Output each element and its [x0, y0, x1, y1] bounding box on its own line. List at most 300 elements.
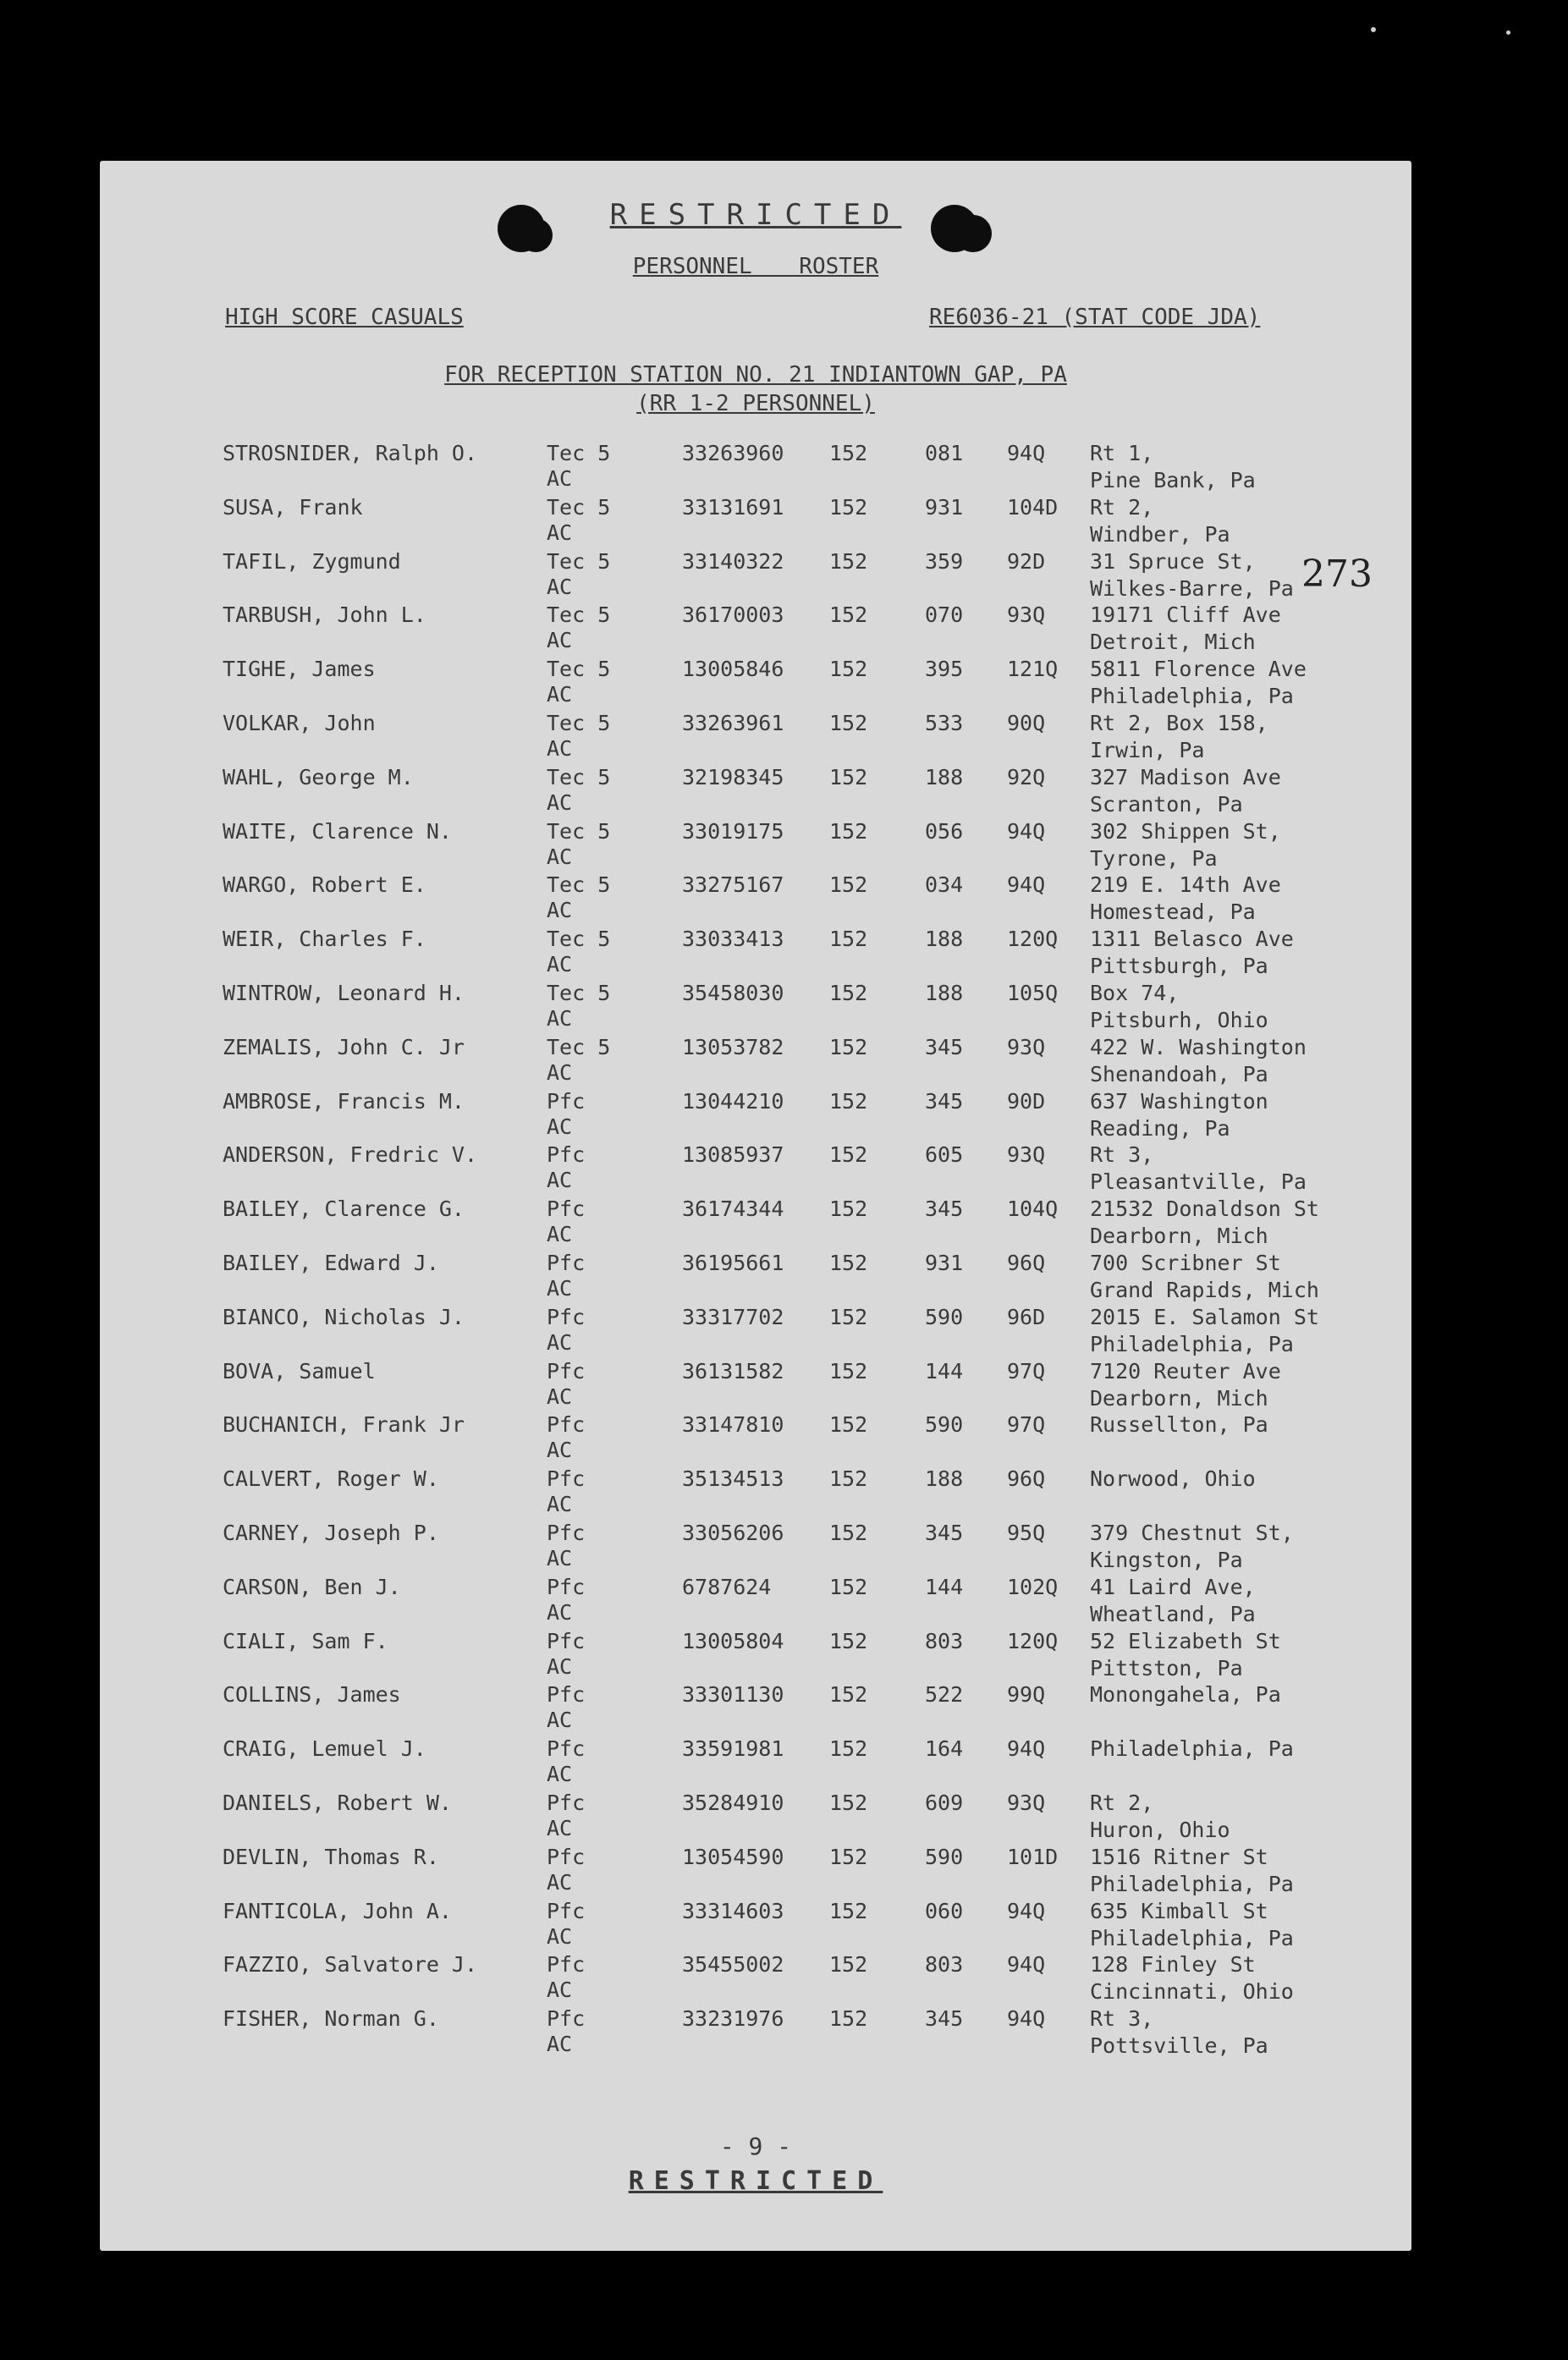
code-2: 590 [925, 1412, 964, 1438]
address-line-2: Pitsburh, Ohio [1090, 1007, 1268, 1032]
branch: AC [547, 1869, 573, 1895]
code-2: 345 [925, 2006, 964, 2032]
address-line-2: Wilkes-Barre, Pa [1090, 575, 1294, 601]
serial-number: 33147810 [682, 1412, 784, 1438]
code-3: 92Q [1007, 764, 1046, 789]
code-1: 152 [829, 1736, 868, 1762]
grade: Pfc [547, 1412, 586, 1438]
roster-row [100, 602, 1411, 656]
address-line-2: Dearborn, Mich [1090, 1385, 1268, 1411]
code-1: 152 [829, 1790, 868, 1815]
restricted-header: RESTRICTED [609, 198, 902, 232]
address-line-1: 302 Shippen St, [1090, 818, 1281, 844]
address-line-2: Philadelphia, Pa [1090, 1925, 1294, 1950]
serial-number: 36170003 [682, 602, 784, 628]
code-3: 90D [1007, 1088, 1046, 1114]
code-1: 152 [829, 1844, 868, 1869]
code-3: 104D [1007, 494, 1059, 520]
code-1: 152 [829, 818, 868, 844]
roster-row [100, 872, 1411, 926]
branch: AC [547, 1222, 573, 1247]
soldier-name: BOVA, Samuel [223, 1358, 376, 1384]
code-2: 931 [925, 494, 964, 520]
grade: Pfc [547, 1844, 586, 1869]
grade: Pfc [547, 1736, 586, 1762]
address-line-1: Monongahela, Pa [1090, 1682, 1281, 1708]
roster-row [100, 2005, 1411, 2060]
grade: Pfc [547, 1628, 586, 1653]
grade: Pfc [547, 1142, 586, 1168]
code-1: 152 [829, 1250, 868, 1275]
address-line-1: 2015 E. Salamon St [1090, 1304, 1319, 1329]
serial-number: 33140322 [682, 548, 784, 574]
soldier-name: COLLINS, James [223, 1682, 401, 1708]
address-line-1: 52 Elizabeth St [1090, 1628, 1281, 1653]
soldier-name: TAFIL, Zygmund [223, 548, 401, 574]
rr-line: (RR 1-2 PERSONNEL) [636, 391, 875, 416]
address-line-2: Grand Rapids, Mich [1090, 1277, 1319, 1302]
code-2: 144 [925, 1358, 964, 1384]
code-3: 104Q [1007, 1197, 1059, 1222]
code-3: 120Q [1007, 927, 1059, 952]
serial-number: 33231976 [682, 2006, 784, 2032]
address-line-1: Rt 3, [1090, 2006, 1154, 2032]
branch: AC [547, 1978, 573, 2003]
soldier-name: VOLKAR, John [223, 710, 376, 735]
grade: Pfc [547, 2006, 586, 2032]
code-1: 152 [829, 1682, 868, 1708]
roster-row [100, 1141, 1411, 1196]
address-line-2: Wheatland, Pa [1090, 1601, 1256, 1626]
roster-row [100, 1628, 1411, 1682]
branch: AC [547, 952, 573, 977]
code-1: 152 [829, 657, 868, 682]
scan-speck [1371, 27, 1376, 32]
code-1: 152 [829, 2006, 868, 2032]
code-3: 102Q [1007, 1574, 1059, 1599]
code-3: 93Q [1007, 1142, 1046, 1168]
roster-row [100, 1196, 1411, 1250]
branch: AC [547, 1168, 573, 1193]
code-3: 94Q [1007, 441, 1046, 465]
code-3: 93Q [1007, 602, 1046, 628]
serial-number: 13085937 [682, 1142, 784, 1168]
code-3: 93Q [1007, 1790, 1046, 1815]
roster-row [100, 1736, 1411, 1790]
code-1: 152 [829, 1466, 868, 1492]
address-line-1: 422 W. Washington [1090, 1034, 1307, 1059]
roster-row [100, 710, 1411, 764]
code-1: 152 [829, 494, 868, 520]
serial-number: 13044210 [682, 1088, 784, 1114]
code-3: 99Q [1007, 1682, 1046, 1708]
code-1: 152 [829, 1898, 868, 1923]
code-2: 605 [925, 1142, 964, 1168]
serial-number: 35134513 [682, 1466, 784, 1492]
code-1: 152 [829, 602, 868, 628]
code-2: 345 [925, 1088, 964, 1114]
code-2: 070 [925, 602, 964, 628]
branch: AC [547, 1438, 573, 1463]
soldier-name: WINTROW, Leonard H. [223, 980, 465, 1005]
soldier-name: ZEMALIS, John C. Jr [223, 1034, 465, 1059]
code-3: 96Q [1007, 1466, 1046, 1492]
branch: AC [547, 844, 573, 869]
code-1: 152 [829, 1358, 868, 1384]
branch: AC [547, 574, 573, 599]
branch: AC [547, 2032, 573, 2057]
soldier-name: STROSNIDER, Ralph O. [223, 441, 478, 465]
address-line-2: Pittsburgh, Pa [1090, 954, 1268, 979]
roster-row [100, 1790, 1411, 1844]
branch: AC [547, 1384, 573, 1409]
grade: Pfc [547, 1250, 586, 1275]
address-line-2: Reading, Pa [1090, 1115, 1230, 1141]
roster-row [100, 1358, 1411, 1412]
address-line-1: Philadelphia, Pa [1090, 1736, 1294, 1762]
code-2: 345 [925, 1520, 964, 1545]
serial-number: 13054590 [682, 1844, 784, 1869]
grade: Tec 5 [547, 980, 611, 1005]
roster-row [100, 440, 1411, 494]
soldier-name: WEIR, Charles F. [223, 927, 426, 952]
code-2: 034 [925, 872, 964, 898]
code-2: 188 [925, 927, 964, 952]
address-line-1: 19171 Cliff Ave [1090, 602, 1281, 628]
serial-number: 33301130 [682, 1682, 784, 1708]
roster-row [100, 1681, 1411, 1736]
serial-number: 13005846 [682, 657, 784, 682]
soldier-name: WARGO, Robert E. [223, 872, 426, 898]
grade: Tec 5 [547, 927, 611, 952]
code-1: 152 [829, 872, 868, 898]
address-line-2: Philadelphia, Pa [1090, 1871, 1294, 1896]
grade: Pfc [547, 1304, 586, 1329]
address-line-2: Cincinnati, Ohio [1090, 1979, 1294, 2005]
soldier-name: FAZZIO, Salvatore J. [223, 1952, 478, 1978]
branch: AC [547, 1329, 573, 1355]
address-line-1: Rt 2, [1090, 494, 1154, 520]
soldier-name: SUSA, Frank [223, 494, 363, 520]
branch: AC [547, 628, 573, 653]
station-line: FOR RECEPTION STATION NO. 21 INDIANTOWN GAP, PA [444, 362, 1067, 388]
grade: Tec 5 [547, 602, 611, 628]
soldier-name: BUCHANICH, Frank Jr [223, 1412, 465, 1438]
address-line-1: 219 E. 14th Ave [1090, 872, 1281, 898]
serial-number: 33591981 [682, 1736, 784, 1762]
code-1: 152 [829, 1412, 868, 1438]
code-1: 152 [829, 1088, 868, 1114]
serial-number: 33056206 [682, 1520, 784, 1545]
branch: AC [547, 1492, 573, 1517]
roster-row [100, 1304, 1411, 1358]
branch: AC [547, 1815, 573, 1840]
code-2: 188 [925, 764, 964, 789]
grade: Tec 5 [547, 548, 611, 574]
roster-row [100, 1466, 1411, 1520]
address-line-1: 41 Laird Ave, [1090, 1574, 1256, 1599]
branch: AC [547, 1923, 573, 1949]
code-3: 96D [1007, 1304, 1046, 1329]
code-1: 152 [829, 1628, 868, 1653]
code-1: 152 [829, 441, 868, 465]
address-line-1: 21532 Donaldson St [1090, 1197, 1319, 1222]
code-3: 95Q [1007, 1520, 1046, 1545]
serial-number: 33263961 [682, 710, 784, 735]
grade: Tec 5 [547, 872, 611, 898]
code-2: 188 [925, 1466, 964, 1492]
roster-row [100, 494, 1411, 548]
code-3: 97Q [1007, 1412, 1046, 1438]
serial-number: 33019175 [682, 818, 784, 844]
branch: AC [547, 1708, 573, 1733]
roster-row [100, 1411, 1411, 1466]
soldier-name: WAITE, Clarence N. [223, 818, 452, 844]
grade: Pfc [547, 1358, 586, 1384]
address-line-1: 700 Scribner St [1090, 1250, 1281, 1275]
address-line-2: Kingston, Pa [1090, 1547, 1243, 1572]
roster-row [100, 1574, 1411, 1628]
address-line-1: 7120 Reuter Ave [1090, 1358, 1281, 1384]
soldier-name: CIALI, Sam F. [223, 1628, 388, 1653]
code-3: 97Q [1007, 1358, 1046, 1384]
code-3: 92D [1007, 548, 1046, 574]
branch: AC [547, 520, 573, 545]
address-line-1: Rt 1, [1090, 441, 1154, 465]
soldier-name: DEVLIN, Thomas R. [223, 1844, 439, 1869]
roster-row [100, 1088, 1411, 1142]
serial-number: 33317702 [682, 1304, 784, 1329]
address-line-2: Pittston, Pa [1090, 1655, 1243, 1681]
soldier-name: BIANCO, Nicholas J. [223, 1304, 465, 1329]
address-line-1: Box 74, [1090, 980, 1180, 1005]
branch: AC [547, 1545, 573, 1571]
branch: AC [547, 682, 573, 707]
code-2: 081 [925, 441, 964, 465]
address-line-1: Norwood, Ohio [1090, 1466, 1256, 1492]
address-line-1: Rt 3, [1090, 1142, 1154, 1168]
grade: Tec 5 [547, 494, 611, 520]
address-line-2: Shenandoah, Pa [1090, 1061, 1268, 1086]
address-line-1: 128 Finley St [1090, 1952, 1256, 1978]
roster-row [100, 1250, 1411, 1304]
roster-code: RE6036-21 (STAT CODE JDA) [929, 305, 1261, 330]
code-1: 152 [829, 548, 868, 574]
serial-number: 35455002 [682, 1952, 784, 1978]
address-line-2: Tyrone, Pa [1090, 845, 1218, 871]
branch: AC [547, 1653, 573, 1679]
code-3: 94Q [1007, 1736, 1046, 1762]
serial-number: 33275167 [682, 872, 784, 898]
address-line-2: Windber, Pa [1090, 521, 1230, 547]
soldier-name: DANIELS, Robert W. [223, 1790, 452, 1815]
roster-row [100, 818, 1411, 872]
code-2: 345 [925, 1034, 964, 1059]
code-1: 152 [829, 1034, 868, 1059]
code-2: 056 [925, 818, 964, 844]
address-line-2: Homestead, Pa [1090, 899, 1256, 925]
grade: Pfc [547, 1088, 586, 1114]
soldier-name: ANDERSON, Fredric V. [223, 1142, 478, 1168]
serial-number: 36131582 [682, 1358, 784, 1384]
grade: Tec 5 [547, 441, 611, 465]
branch: AC [547, 1275, 573, 1301]
code-3: 94Q [1007, 1898, 1046, 1923]
serial-number: 36174344 [682, 1197, 784, 1222]
address-line-2: Dearborn, Mich [1090, 1224, 1268, 1249]
roster-row [100, 656, 1411, 710]
serial-number: 35284910 [682, 1790, 784, 1815]
code-3: 120Q [1007, 1628, 1059, 1653]
roster-title: PERSONNEL ROSTER [632, 254, 879, 279]
address-line-1: 1311 Belasco Ave [1090, 927, 1294, 952]
soldier-name: TARBUSH, John L. [223, 602, 426, 628]
grade: Pfc [547, 1682, 586, 1708]
code-2: 931 [925, 1250, 964, 1275]
address-line-2: Scranton, Pa [1090, 791, 1243, 817]
code-3: 96Q [1007, 1250, 1046, 1275]
code-2: 164 [925, 1736, 964, 1762]
scan-speck [1506, 30, 1510, 35]
code-3: 93Q [1007, 1034, 1046, 1059]
branch: AC [547, 466, 573, 491]
code-3: 94Q [1007, 818, 1046, 844]
grade: Pfc [547, 1466, 586, 1492]
branch: AC [547, 789, 573, 815]
code-3: 94Q [1007, 1952, 1046, 1978]
code-1: 152 [829, 927, 868, 952]
address-line-1: Rt 2, Box 158, [1090, 710, 1268, 735]
address-line-1: 1516 Ritner St [1090, 1844, 1268, 1869]
restricted-footer: RESTRICTED [628, 2166, 883, 2196]
roster-page [100, 161, 1411, 2251]
roster-row [100, 1951, 1411, 2005]
code-3: 121Q [1007, 657, 1059, 682]
roster-row [100, 1844, 1411, 1898]
serial-number: 6787624 [682, 1574, 772, 1599]
grade: Tec 5 [547, 764, 611, 789]
address-line-1: 31 Spruce St, [1090, 548, 1256, 574]
address-line-1: 637 Washington [1090, 1088, 1268, 1114]
address-line-1: 379 Chestnut St, [1090, 1520, 1294, 1545]
roster-row [100, 1520, 1411, 1574]
serial-number: 33263960 [682, 441, 784, 465]
code-1: 152 [829, 710, 868, 735]
code-1: 152 [829, 1574, 868, 1599]
roster-row [100, 926, 1411, 980]
code-2: 060 [925, 1898, 964, 1923]
soldier-name: WAHL, George M. [223, 764, 414, 789]
code-2: 395 [925, 657, 964, 682]
address-line-2: Pine Bank, Pa [1090, 468, 1256, 492]
soldier-name: FANTICOLA, John A. [223, 1898, 452, 1923]
serial-number: 33314603 [682, 1898, 784, 1923]
code-2: 188 [925, 980, 964, 1005]
grade: Pfc [547, 1197, 586, 1222]
soldier-name: CARNEY, Joseph P. [223, 1520, 439, 1545]
group-title: HIGH SCORE CASUALS [225, 305, 464, 330]
serial-number: 35458030 [682, 980, 784, 1005]
grade: Tec 5 [547, 1034, 611, 1059]
address-line-2: Philadelphia, Pa [1090, 1331, 1294, 1356]
code-3: 90Q [1007, 710, 1046, 735]
address-line-1: 327 Madison Ave [1090, 764, 1281, 789]
grade: Tec 5 [547, 818, 611, 844]
roster-row [100, 548, 1411, 602]
soldier-name: BAILEY, Edward J. [223, 1250, 439, 1275]
serial-number: 13005804 [682, 1628, 784, 1653]
code-2: 590 [925, 1844, 964, 1869]
grade: Pfc [547, 1574, 586, 1599]
serial-number: 13053782 [682, 1034, 784, 1059]
address-line-2: Irwin, Pa [1090, 737, 1205, 762]
code-2: 609 [925, 1790, 964, 1815]
code-1: 152 [829, 1197, 868, 1222]
branch: AC [547, 1005, 573, 1031]
code-3: 101D [1007, 1844, 1059, 1869]
code-2: 533 [925, 710, 964, 735]
roster-row [100, 1898, 1411, 1952]
address-line-2: Pleasantville, Pa [1090, 1169, 1307, 1195]
code-2: 803 [925, 1952, 964, 1978]
roster-list [100, 440, 1411, 2060]
serial-number: 33131691 [682, 494, 784, 520]
code-1: 152 [829, 764, 868, 789]
address-line-1: Russellton, Pa [1090, 1412, 1268, 1438]
code-1: 152 [829, 980, 868, 1005]
code-2: 144 [925, 1574, 964, 1599]
grade: Pfc [547, 1790, 586, 1815]
soldier-name: CARSON, Ben J. [223, 1574, 401, 1599]
address-line-1: 5811 Florence Ave [1090, 657, 1307, 682]
address-line-1: 635 Kimball St [1090, 1898, 1268, 1923]
address-line-1: Rt 2, [1090, 1790, 1154, 1815]
address-line-2: Detroit, Mich [1090, 630, 1256, 655]
grade: Pfc [547, 1520, 586, 1545]
code-1: 152 [829, 1952, 868, 1978]
branch: AC [547, 1762, 573, 1787]
code-2: 522 [925, 1682, 964, 1708]
soldier-name: CRAIG, Lemuel J. [223, 1736, 426, 1762]
page-stamp: 273 [1301, 553, 1373, 596]
branch: AC [547, 1059, 573, 1085]
code-3: 94Q [1007, 872, 1046, 898]
serial-number: 36195661 [682, 1250, 784, 1275]
branch: AC [547, 898, 573, 923]
code-2: 590 [925, 1304, 964, 1329]
branch: AC [547, 735, 573, 761]
grade: Pfc [547, 1898, 586, 1923]
soldier-name: AMBROSE, Francis M. [223, 1088, 465, 1114]
serial-number: 32198345 [682, 764, 784, 789]
code-3: 105Q [1007, 980, 1059, 1005]
roster-row [100, 1034, 1411, 1088]
branch: AC [547, 1114, 573, 1139]
code-2: 803 [925, 1628, 964, 1653]
roster-row [100, 980, 1411, 1034]
address-line-2: Huron, Ohio [1090, 1817, 1230, 1842]
soldier-name: BAILEY, Clarence G. [223, 1197, 465, 1222]
grade: Pfc [547, 1952, 586, 1978]
soldier-name: FISHER, Norman G. [223, 2006, 439, 2032]
code-2: 345 [925, 1197, 964, 1222]
code-2: 359 [925, 548, 964, 574]
address-line-2: Pottsville, Pa [1090, 2033, 1268, 2059]
code-1: 152 [829, 1304, 868, 1329]
code-1: 152 [829, 1142, 868, 1168]
branch: AC [547, 1599, 573, 1625]
code-1: 152 [829, 1520, 868, 1545]
